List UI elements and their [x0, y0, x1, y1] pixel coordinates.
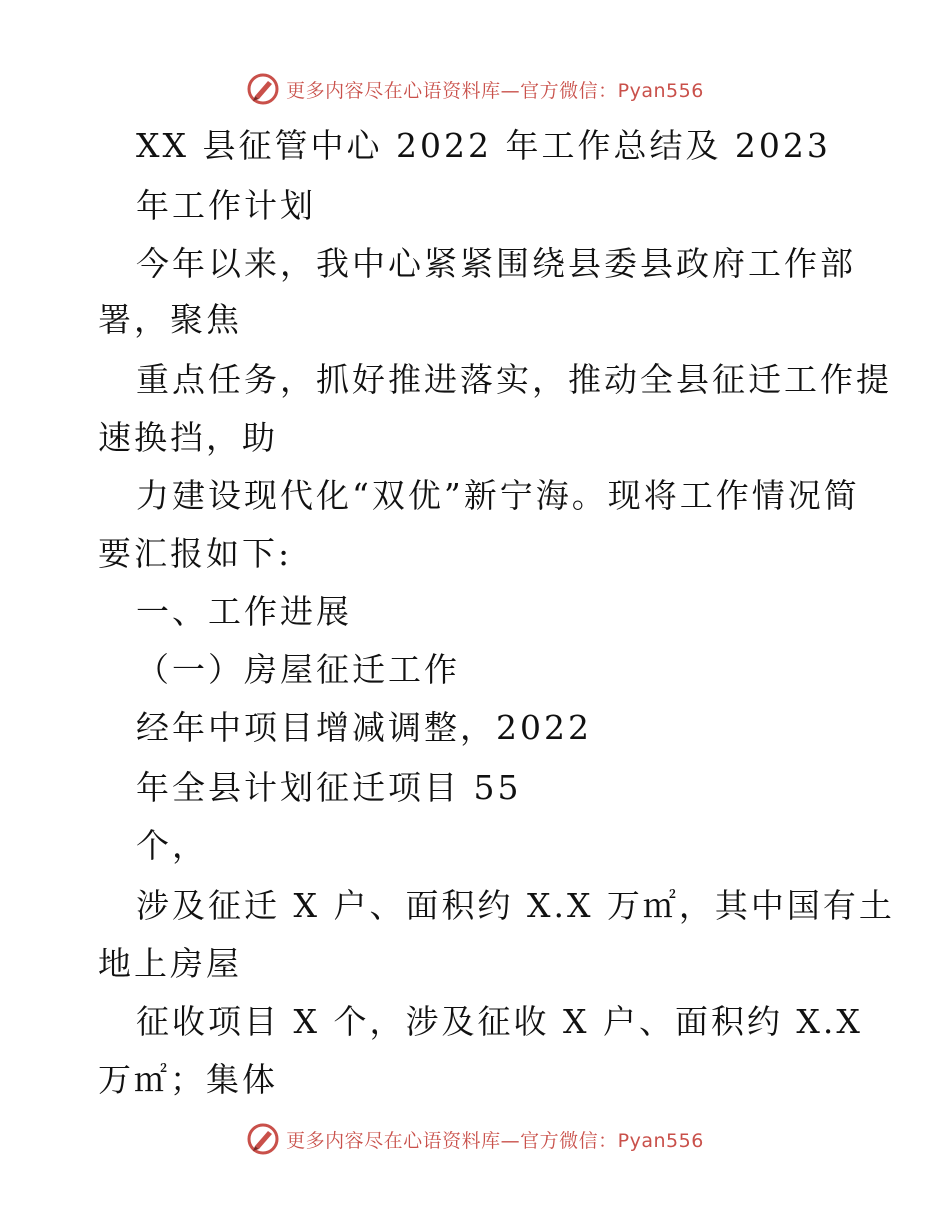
paragraph-line: 征收项目 X 个，涉及征收 X 户、面积约 X.X — [136, 1002, 863, 1041]
paragraph-line: 万㎡；集体 — [98, 1060, 278, 1099]
watermark-text: 更多内容尽在心语资料库—官方微信：Pyan556 — [286, 1129, 704, 1152]
paragraph-line: 涉及征迁 X 户、面积约 X.X 万㎡，其中国有土 — [136, 886, 895, 925]
title-line-2: 年工作计划 — [136, 186, 316, 225]
paragraph-line: 重点任务，抓好推进落实，推动全县征迁工作提 — [136, 360, 892, 399]
paragraph-line: 年全县计划征迁项目 55 — [136, 768, 522, 807]
paragraph-line: 经年中项目增减调整，2022 — [136, 708, 592, 747]
paragraph-line: 今年以来，我中心紧紧围绕县委县政府工作部 — [136, 244, 856, 283]
footer-watermark — [0, 1122, 950, 1156]
watermark-text: 更多内容尽在心语资料库—官方微信：Pyan556 — [286, 79, 704, 102]
paragraph-line: 力建设现代化“双优”新宁海。现将工作情况简 — [136, 476, 860, 515]
header-watermark — [0, 72, 950, 106]
pen-logo-icon — [246, 1122, 280, 1156]
title-line-1: XX 县征管中心 2022 年工作总结及 2023 — [136, 126, 831, 165]
section-heading: 一、工作进展 — [136, 592, 352, 631]
paragraph-line: 要汇报如下: — [98, 534, 293, 573]
paragraph-line: 地上房屋 — [98, 944, 242, 983]
paragraph-line: 署，聚焦 — [98, 300, 242, 339]
paragraph-line: 个， — [136, 826, 208, 865]
paragraph-line: 速换挡，助 — [98, 418, 278, 457]
pen-logo-icon — [246, 72, 280, 106]
subsection-heading: （一）房屋征迁工作 — [136, 650, 460, 689]
